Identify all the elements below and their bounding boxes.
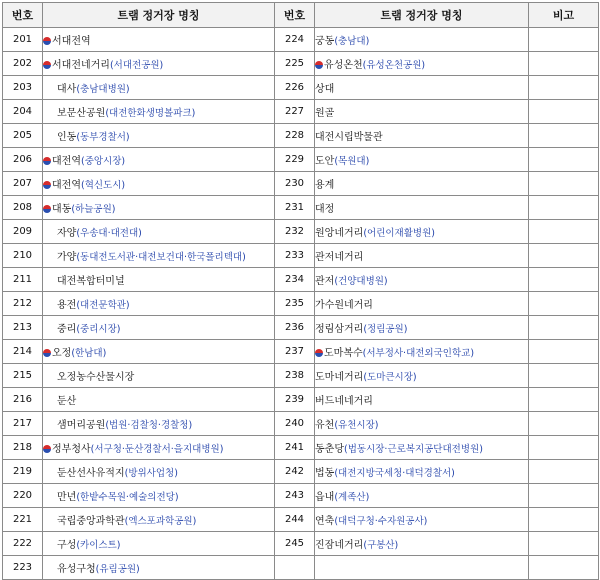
stop-name: 궁동 (315, 36, 335, 47)
stop-number: 239 (275, 388, 315, 412)
stop-subname: (대전한화생명볼파크) (105, 108, 196, 119)
table-row (3, 388, 599, 412)
table-row (3, 364, 599, 388)
stop-name-cell (43, 364, 275, 388)
table-row (3, 436, 599, 460)
stop-number: 215 (3, 364, 43, 388)
stop-name-cell (315, 28, 529, 52)
stop-name: 관저네거리 (315, 252, 364, 263)
stop-number: 218 (3, 436, 43, 460)
note-cell (529, 508, 599, 532)
stop-subname: (건양대병원) (334, 276, 388, 287)
stop-name-cell (315, 364, 529, 388)
stop-name-cell (43, 316, 275, 340)
stop-number: 229 (275, 148, 315, 172)
stop-name: 원앙네거리 (315, 228, 364, 239)
note-cell (529, 52, 599, 76)
stop-name-cell (315, 460, 529, 484)
stop-name: 오정 (52, 348, 72, 359)
stop-name: 샘머리공원 (57, 420, 106, 431)
stop-name: 국립중앙과학관 (57, 516, 125, 527)
stop-subname: (동부경찰서) (76, 132, 130, 143)
stop-number: 201 (3, 28, 43, 52)
stop-name: 관저 (315, 276, 335, 287)
stop-number: 231 (275, 196, 315, 220)
table-row (3, 148, 599, 172)
table-row (3, 268, 599, 292)
stop-number: 202 (3, 52, 43, 76)
note-cell (529, 292, 599, 316)
table-row (3, 100, 599, 124)
stop-number: 234 (275, 268, 315, 292)
stop-name-cell (315, 76, 529, 100)
table-row (3, 484, 599, 508)
stop-number (275, 556, 315, 580)
stop-number: 224 (275, 28, 315, 52)
stop-name: 서대전역 (52, 36, 91, 47)
stop-number: 205 (3, 124, 43, 148)
table-row (3, 172, 599, 196)
header-stop-name: 트램 정거장 명칭 (43, 3, 275, 28)
stop-subname: (유천시장) (334, 420, 379, 431)
stop-subname: (서구청·둔산경찰서·을지대병원) (90, 444, 224, 455)
note-cell (529, 100, 599, 124)
note-cell (529, 316, 599, 340)
stop-name: 중리 (57, 324, 77, 335)
stop-name-cell (315, 340, 529, 364)
stop-subname: (유성온천공원) (362, 60, 426, 71)
stop-subname: (중앙시장) (80, 156, 126, 167)
note-cell (529, 244, 599, 268)
stop-name-cell (315, 268, 529, 292)
table-row (3, 508, 599, 532)
stop-number: 211 (3, 268, 43, 292)
stop-name-cell (43, 196, 275, 220)
stop-name: 대사 (57, 84, 77, 95)
stop-name-cell (43, 436, 275, 460)
header-stop-name-2: 트램 정거장 명칭 (315, 3, 529, 28)
stop-name: 동춘당 (315, 444, 344, 455)
stop-name: 인동 (57, 132, 77, 143)
stop-subname: (한밭수목원·예술의전당) (76, 492, 179, 503)
stop-name: 도마네거리 (315, 372, 364, 383)
stop-name-cell (315, 244, 529, 268)
stop-name-cell (315, 508, 529, 532)
note-cell (529, 532, 599, 556)
header-row (3, 3, 599, 28)
note-cell (529, 388, 599, 412)
stop-number: 243 (275, 484, 315, 508)
stop-number: 204 (3, 100, 43, 124)
stop-name: 대정 (315, 204, 335, 215)
stop-name-cell (315, 196, 529, 220)
note-cell (529, 124, 599, 148)
stop-name: 서대전네거리 (52, 60, 110, 71)
stop-number: 221 (3, 508, 43, 532)
stop-subname: (카이스트) (76, 540, 121, 551)
stop-number: 219 (3, 460, 43, 484)
table-row (3, 76, 599, 100)
note-cell (529, 28, 599, 52)
stop-number: 213 (3, 316, 43, 340)
stop-subname: (도마큰시장) (363, 372, 417, 383)
stop-name-cell (315, 436, 529, 460)
stop-subname: (엑스포과학공원) (124, 516, 197, 527)
stop-subname: (한남대) (71, 348, 107, 359)
note-cell (529, 412, 599, 436)
stop-name: 가수원네거리 (315, 300, 373, 311)
stop-name-cell (43, 556, 275, 580)
stop-name: 가양 (57, 252, 77, 263)
stop-number: 244 (275, 508, 315, 532)
stop-name-cell (43, 340, 275, 364)
stop-name: 상대 (315, 84, 335, 95)
stop-number: 206 (3, 148, 43, 172)
stop-name: 읍내 (315, 492, 335, 503)
stop-name: 버드네네거리 (315, 396, 373, 407)
table-row (3, 244, 599, 268)
note-cell (529, 76, 599, 100)
stop-name: 만년 (57, 492, 77, 503)
stop-name: 연축 (315, 516, 335, 527)
stop-name-cell (315, 292, 529, 316)
table-row (3, 412, 599, 436)
stop-number: 228 (275, 124, 315, 148)
note-cell (529, 196, 599, 220)
note-cell (529, 172, 599, 196)
stop-name-cell (315, 172, 529, 196)
stop-name-cell (315, 220, 529, 244)
table-row (3, 532, 599, 556)
stop-name-cell (315, 532, 529, 556)
stop-subname: (대전문학관) (76, 300, 130, 311)
table-row (3, 124, 599, 148)
stop-name-cell (43, 52, 275, 76)
stop-name: 도마복수 (324, 348, 363, 359)
stop-number: 245 (275, 532, 315, 556)
table-row (3, 220, 599, 244)
stop-name: 진잠네거리 (315, 540, 364, 551)
transfer-icon (43, 37, 51, 45)
stop-number: 238 (275, 364, 315, 388)
stop-subname: (방위사업청) (124, 468, 178, 479)
stop-name: 대동 (52, 204, 72, 215)
transfer-icon (43, 61, 51, 69)
stop-subname: (중리시장) (76, 324, 121, 335)
table-row (3, 556, 599, 580)
stop-name-cell (315, 148, 529, 172)
stop-subname: (대전지방국세청·대덕경찰서) (334, 468, 455, 479)
stop-name: 용전 (57, 300, 77, 311)
stop-name-cell (43, 28, 275, 52)
stop-subname: (어린이재활병원) (363, 228, 435, 239)
stop-number: 214 (3, 340, 43, 364)
stop-number: 237 (275, 340, 315, 364)
stop-name: 유천 (315, 420, 335, 431)
stop-number: 207 (3, 172, 43, 196)
transfer-icon (43, 349, 51, 357)
stop-name: 대전역 (52, 180, 81, 191)
transfer-icon (315, 349, 323, 357)
stop-name: 둔산 (57, 396, 77, 407)
stop-subname: (동대전도서관·대전보건대·한국폴리텍대) (76, 252, 246, 263)
stop-number: 210 (3, 244, 43, 268)
stop-name-cell (315, 556, 529, 580)
stop-number: 230 (275, 172, 315, 196)
stop-name: 도안 (315, 156, 335, 167)
stop-subname: (대덕구청·수자원공사) (334, 516, 428, 527)
stop-subname: (하늘공원) (71, 204, 116, 215)
stop-number: 241 (275, 436, 315, 460)
stop-name-cell (315, 388, 529, 412)
stop-number: 222 (3, 532, 43, 556)
note-cell (529, 148, 599, 172)
stop-number: 223 (3, 556, 43, 580)
stop-subname: (목원대) (334, 156, 370, 167)
stop-subname: (법원·검찰청·경찰청) (105, 420, 193, 431)
stop-name-cell (315, 124, 529, 148)
stop-subname: (법동시장·근로복지공단대전병원) (343, 444, 483, 455)
stop-number: 217 (3, 412, 43, 436)
header-note: 비고 (529, 3, 599, 28)
note-cell (529, 268, 599, 292)
stop-number: 216 (3, 388, 43, 412)
stop-subname: (충남대병원) (76, 84, 130, 95)
table-row (3, 28, 599, 52)
stop-number: 227 (275, 100, 315, 124)
stop-number: 225 (275, 52, 315, 76)
note-cell (529, 556, 599, 580)
note-cell (529, 484, 599, 508)
stop-name: 오정농수산물시장 (57, 372, 135, 383)
stop-name-cell (43, 76, 275, 100)
stop-name: 용계 (315, 180, 335, 191)
stop-subname: (유림공원) (95, 564, 140, 575)
table-row (3, 340, 599, 364)
stop-number: 235 (275, 292, 315, 316)
stop-subname: (정림공원) (363, 324, 408, 335)
stop-name: 자양 (57, 228, 77, 239)
stop-name-cell (43, 124, 275, 148)
stop-name-cell (43, 244, 275, 268)
stop-name: 법동 (315, 468, 335, 479)
stop-name-cell (43, 148, 275, 172)
note-cell (529, 436, 599, 460)
stop-name-cell (43, 292, 275, 316)
transfer-icon (43, 205, 51, 213)
table-row (3, 196, 599, 220)
transfer-icon (43, 445, 51, 453)
table-row (3, 316, 599, 340)
note-cell (529, 340, 599, 364)
stop-name-cell (315, 484, 529, 508)
stop-name: 보문산공원 (57, 108, 106, 119)
stop-name-cell (43, 532, 275, 556)
stop-subname: (구봉산) (363, 540, 399, 551)
stop-number: 209 (3, 220, 43, 244)
stop-number: 233 (275, 244, 315, 268)
tram-stop-table (2, 2, 599, 580)
table-row (3, 292, 599, 316)
stop-number: 232 (275, 220, 315, 244)
stop-name-cell (43, 100, 275, 124)
note-cell (529, 220, 599, 244)
note-cell (529, 364, 599, 388)
note-cell (529, 460, 599, 484)
stop-name: 정부청사 (52, 444, 91, 455)
stop-number: 203 (3, 76, 43, 100)
stop-number: 240 (275, 412, 315, 436)
stop-name-cell (43, 172, 275, 196)
stop-number: 226 (275, 76, 315, 100)
stop-subname: (혁신도시) (80, 180, 126, 191)
stop-name: 유성온천 (324, 60, 363, 71)
stop-name: 정림삼거리 (315, 324, 364, 335)
stop-name-cell (315, 100, 529, 124)
stop-name-cell (43, 508, 275, 532)
stop-name-cell (43, 460, 275, 484)
transfer-icon (43, 181, 51, 189)
stop-subname: (서대전공원) (109, 60, 164, 71)
transfer-icon (315, 61, 323, 69)
stop-subname: (서부정사·대전외국인학교) (362, 348, 475, 359)
stop-number: 236 (275, 316, 315, 340)
stop-name-cell (315, 52, 529, 76)
stop-name-cell (315, 316, 529, 340)
stop-number: 212 (3, 292, 43, 316)
stop-name-cell (43, 388, 275, 412)
stop-name-cell (43, 412, 275, 436)
stop-name-cell (43, 220, 275, 244)
stop-subname: (충남대) (334, 36, 370, 47)
stop-name: 원골 (315, 108, 335, 119)
stop-name-cell (43, 484, 275, 508)
stop-subname: (계족산) (334, 492, 370, 503)
stop-name: 대전시립박물관 (315, 132, 383, 143)
stop-name: 구성 (57, 540, 77, 551)
stop-number: 242 (275, 460, 315, 484)
header-number-2: 번호 (275, 3, 315, 28)
stop-name: 둔산선사유적지 (57, 468, 125, 479)
transfer-icon (43, 157, 51, 165)
header-number: 번호 (3, 3, 43, 28)
table-row (3, 52, 599, 76)
stop-subname: (우송대·대전대) (76, 228, 142, 239)
stop-name: 대전복합터미널 (57, 276, 125, 287)
stop-name-cell (43, 268, 275, 292)
stop-name-cell (315, 412, 529, 436)
stop-name: 대전역 (52, 156, 81, 167)
table-row (3, 460, 599, 484)
stop-number: 208 (3, 196, 43, 220)
stop-name: 유성구청 (57, 564, 96, 575)
stop-number: 220 (3, 484, 43, 508)
